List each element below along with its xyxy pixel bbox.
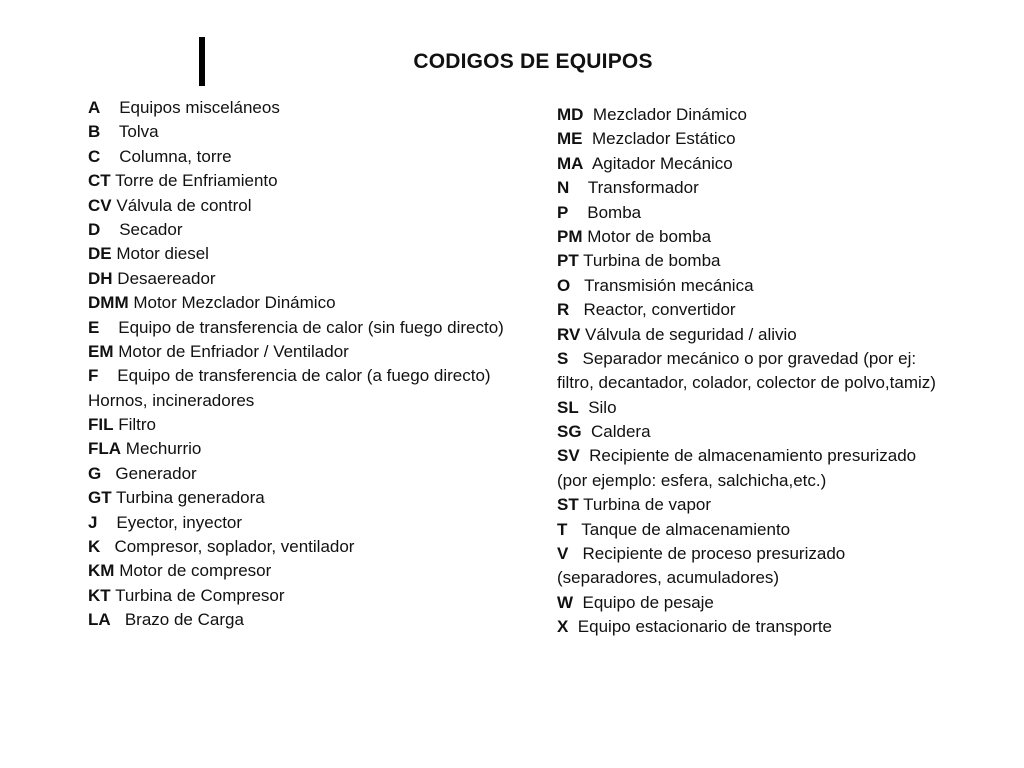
equipment-description: Motor de Enfriador / Ventilador	[118, 341, 349, 361]
equipment-description: Motor de compresor	[119, 561, 272, 581]
equipment-description: Válvula de control	[116, 195, 252, 215]
equipment-code: D	[88, 219, 101, 239]
equipment-code: DE	[88, 244, 112, 264]
equipment-code-item	[557, 201, 1017, 225]
equipment-description: Compresor, soplador, ventilador	[114, 537, 355, 557]
code-spacer	[570, 276, 584, 295]
equipment-code-item	[557, 347, 1017, 371]
equipment-code: O	[557, 275, 571, 295]
code-spacer	[100, 537, 114, 556]
code-spacer	[579, 398, 588, 417]
equipment-description: Motor de bomba	[587, 226, 712, 246]
equipment-code: P	[557, 202, 569, 222]
equipment-description: Bomba	[587, 202, 642, 222]
equipment-code-item	[557, 103, 1017, 127]
equipment-description: Equipos misceláneos	[119, 98, 280, 117]
equipment-description: Turbina de Compresor	[115, 585, 285, 605]
equipment-code-item	[557, 127, 1017, 151]
equipment-description: Motor Mezclador Dinámico	[133, 293, 336, 313]
equipment-description: Equipo de transferencia de calor (a fuego directo)	[117, 366, 491, 386]
equipment-code: ME	[557, 129, 583, 149]
equipment-description: Filtro	[118, 415, 157, 435]
equipment-code: FLA	[88, 439, 122, 459]
equipment-code: CT	[88, 171, 111, 191]
equipment-code-item	[88, 96, 558, 120]
code-spacer	[98, 366, 117, 385]
code-spacer	[583, 129, 592, 148]
equipment-code-item	[557, 225, 1017, 249]
equipment-code-item	[88, 584, 558, 608]
equipment-code: G	[88, 463, 102, 483]
equipment-code-item	[557, 542, 1017, 566]
equipment-code: SG	[557, 422, 582, 442]
equipment-description: Tanque de almacenamiento	[581, 519, 791, 539]
equipment-code-item	[88, 120, 558, 144]
equipment-code: X	[557, 617, 569, 637]
equipment-code: GT	[88, 488, 112, 508]
equipment-description: Caldera	[591, 422, 651, 442]
equipment-code-item	[557, 396, 1017, 420]
equipment-code-item	[88, 291, 558, 315]
equipment-code-item	[557, 298, 1017, 322]
equipment-description: Transmisión mecánica	[584, 275, 754, 295]
page-title: CODIGOS DE EQUIPOS	[413, 50, 653, 73]
equipment-description: filtro, decantador, colador, colector de polvo,tamiz)	[557, 373, 936, 393]
equipment-codes-right-column	[557, 103, 1017, 640]
code-spacer	[568, 544, 582, 563]
equipment-code: C	[88, 146, 101, 166]
equipment-description: Torre de Enfriamiento	[115, 171, 278, 191]
code-spacer	[101, 464, 115, 483]
equipment-code: SL	[557, 397, 579, 417]
equipment-code: K	[88, 537, 101, 557]
equipment-code: SV	[557, 446, 580, 466]
equipment-code-item	[88, 462, 558, 486]
equipment-code-item	[557, 518, 1017, 542]
equipment-code: R	[557, 300, 570, 320]
code-spacer	[583, 154, 592, 173]
equipment-code: CV	[88, 195, 112, 215]
equipment-code-item	[557, 420, 1017, 444]
equipment-code: W	[557, 592, 574, 612]
equipment-description: Mezclador Dinámico	[592, 105, 747, 124]
equipment-code-item	[557, 176, 1017, 200]
equipment-code: E	[88, 317, 100, 337]
equipment-code-item	[88, 218, 558, 242]
equipment-description: Equipo de transferencia de calor (sin fuego directo)	[118, 317, 504, 337]
equipment-code-item	[557, 493, 1017, 517]
equipment-description: (por ejemplo: esfera, salchicha,etc.)	[557, 470, 827, 490]
equipment-description: Recipiente de proceso presurizado	[582, 544, 846, 564]
equipment-description: Equipo estacionario de transporte	[577, 617, 833, 637]
equipment-code: T	[557, 519, 568, 539]
equipment-description: Secador	[119, 219, 183, 239]
equipment-code: J	[88, 512, 98, 532]
equipment-description: Mechurrio	[125, 439, 202, 459]
equipment-code: S	[557, 348, 569, 368]
equipment-code: PT	[557, 251, 579, 271]
equipment-code: B	[88, 122, 101, 142]
equipment-code-item	[557, 615, 1017, 639]
equipment-code: KM	[88, 561, 115, 581]
equipment-code: LA	[88, 610, 111, 630]
code-spacer	[568, 617, 577, 636]
equipment-code: MD	[557, 105, 584, 124]
equipment-code-item	[88, 364, 558, 388]
equipment-description: Silo	[588, 397, 617, 417]
code-spacer	[568, 203, 587, 222]
code-spacer	[583, 105, 592, 124]
code-spacer	[100, 220, 119, 239]
equipment-code-item	[88, 267, 558, 291]
code-spacer	[100, 98, 119, 117]
code-spacer	[569, 178, 588, 197]
code-spacer	[580, 446, 589, 465]
equipment-code-item	[88, 145, 558, 169]
equipment-description: Eyector, inyector	[116, 512, 243, 532]
equipment-description: Transformador	[587, 178, 699, 198]
equipment-description: Turbina generadora	[116, 488, 265, 508]
equipment-description: Columna, torre	[119, 146, 232, 166]
equipment-code: DH	[88, 268, 113, 288]
equipment-code: EM	[88, 341, 114, 361]
equipment-description: Hornos, incineradores	[88, 390, 255, 410]
equipment-description: Agitador Mecánico	[591, 153, 733, 173]
code-spacer	[568, 349, 582, 368]
code-spacer	[97, 513, 116, 532]
equipment-description: Turbina de vapor	[583, 495, 712, 515]
code-spacer	[582, 422, 591, 441]
equipment-code: V	[557, 544, 569, 564]
code-spacer	[573, 593, 582, 612]
equipment-code: PM	[557, 226, 583, 246]
equipment-description: Recipiente de almacenamiento presurizado	[589, 446, 917, 466]
equipment-code-item	[557, 371, 1017, 395]
equipment-code-item	[88, 608, 558, 632]
equipment-description: Tolva	[118, 122, 159, 142]
equipment-code-item	[88, 340, 558, 364]
equipment-code-item	[557, 249, 1017, 273]
equipment-code-item	[557, 274, 1017, 298]
equipment-code-item	[557, 469, 1017, 493]
equipment-code-item	[88, 316, 558, 340]
equipment-code-item	[88, 389, 558, 413]
equipment-code-item	[557, 323, 1017, 347]
equipment-code-item	[88, 194, 558, 218]
equipment-code-item	[88, 486, 558, 510]
equipment-description: Desaereador	[117, 268, 216, 288]
code-spacer	[100, 147, 119, 166]
equipment-description: Turbina de bomba	[583, 251, 721, 271]
equipment-code-item	[557, 566, 1017, 590]
equipment-description: Equipo de pesaje	[582, 592, 714, 612]
equipment-code: ST	[557, 495, 579, 515]
equipment-code-item	[88, 535, 558, 559]
equipment-description: Brazo de Carga	[124, 610, 244, 630]
equipment-code-item	[88, 559, 558, 583]
equipment-code-item	[88, 511, 558, 535]
equipment-description: Válvula de seguridad / alivio	[585, 324, 797, 344]
equipment-description: (separadores, acumuladores)	[557, 568, 780, 588]
equipment-code-item	[88, 242, 558, 266]
equipment-description: Generador	[115, 463, 197, 483]
equipment-code: KT	[88, 585, 111, 605]
code-spacer	[567, 520, 581, 539]
equipment-codes-left-column	[88, 96, 558, 633]
equipment-code-item	[88, 437, 558, 461]
equipment-code-item	[557, 444, 1017, 468]
code-spacer	[99, 318, 118, 337]
equipment-code-item	[88, 413, 558, 437]
equipment-description: Motor diesel	[116, 244, 209, 264]
equipment-code: F	[88, 366, 99, 386]
equipment-code-item	[557, 591, 1017, 615]
equipment-code: FIL	[88, 415, 114, 435]
equipment-description: Separador mecánico o por gravedad (por ej:	[582, 348, 917, 368]
equipment-code: DMM	[88, 293, 129, 313]
code-spacer	[569, 300, 583, 319]
code-spacer	[111, 610, 125, 629]
equipment-code-item	[557, 152, 1017, 176]
equipment-code: A	[88, 98, 101, 117]
equipment-code: RV	[557, 324, 581, 344]
equipment-code: N	[557, 178, 570, 198]
equipment-description: Reactor, convertidor	[583, 300, 736, 320]
equipment-code-item	[88, 169, 558, 193]
code-spacer	[100, 122, 119, 141]
equipment-description: Mezclador Estático	[591, 129, 736, 149]
equipment-code: MA	[557, 153, 584, 173]
